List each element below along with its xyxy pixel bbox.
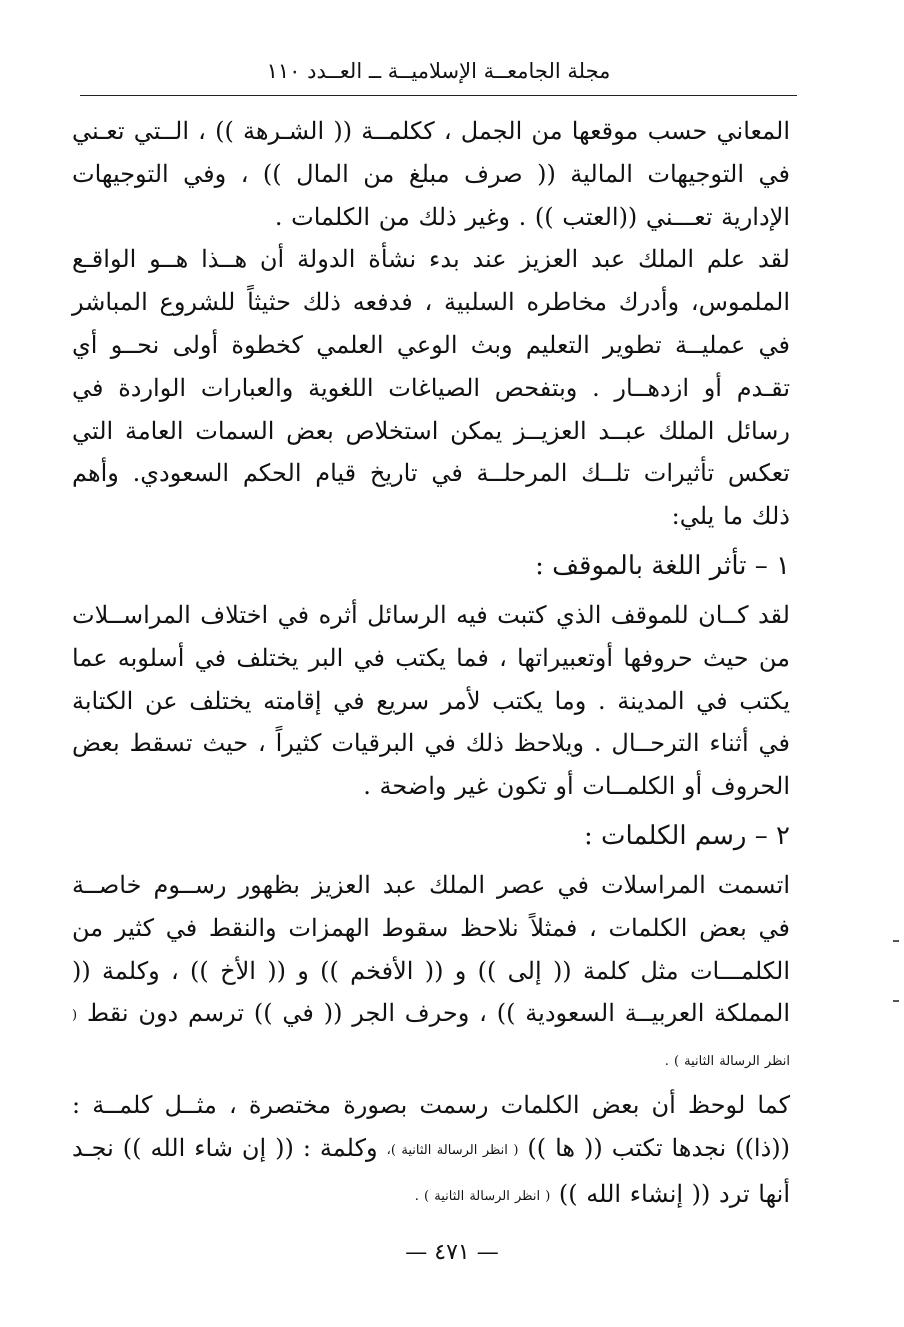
section-2-paragraph-2-part-1: كما لوحظ أن بعض الكلمات رسمت بصورة مختصرة ، مثــل كلمــة : ((ذا)) نجدها تكتب (( ها )) [72, 1090, 790, 1162]
section-2-paragraph-2 [72, 1084, 790, 1218]
reference-note: ( انظر الرسالة الثانية ) . [414, 1188, 551, 1204]
section-heading-2: ٢ – رسم الكلمات : [584, 820, 790, 851]
section-2-paragraph-1 [72, 864, 790, 1084]
reference-note: ( انظر الرسالة الثانية )، [386, 1142, 519, 1158]
header-rule [80, 95, 797, 96]
paragraph-intro: المعاني حسب موقعها من الجمل ، ككلمــة (( الشـرهة )) ، الــتي تعـني في التوجيهات المالية (( صرف مبلغ من المال )) ، وفي التوجيهات الإدارية تعـــني ((العتب )) . وغير ذلك من الكلمات . [72, 117, 790, 231]
paragraph-context: لقد علم الملك عبد العزيز عند بدء نشأة الدولة أن هــذا هــو الواقـع الملموس، وأدرك مخاطره السلبية ، فدفعه ذلك حثيثاً للشروع المباشر في عمليــة تطوير التعليم وبث الوعي العلمي كخطوة أولى نحــو أي تقـدم أو ازدهــار . وبتفحص الصياغات اللغوية والعبارات الواردة في رسائل الملك عبــد العزيــز يمكن استخلاص بعض السمات العامة التي تعكس تأثيرات تلــك المرحلــة في تاريخ قيام الحكم السعودي. وأهم ذلك ما يلي: [72, 245, 790, 531]
running-header [80, 50, 797, 96]
section-2-paragraph-1-text: اتسمت المراسلات في عصر الملك عبد العزيز بظهور رســوم خاصــة في بعض الكلمات ، فمثلاً نلاحظ سقوط الهمزات والنقط في كثير من الكلمـــات مثل كلمة (( إلى )) و (( الأفخم )) و (( الأخ )) ، وكلمة (( المملكة العربيــة السعودية )) ، وحرف الجر (( في )) ترسم دون نقط [72, 870, 790, 1028]
margin-mark [893, 1000, 899, 1002]
page-footer [0, 1238, 904, 1268]
page-body [72, 110, 790, 1218]
section-2-paragraph-2-part-2: وكلمة : (( إن شاء الله )) نجـد أنها ترد (( إنشاء الله )) [72, 1133, 790, 1208]
section-1-paragraph: لقد كــان للموقف الذي كتبت فيه الرسائل أثره في اختلاف المراســلات من حيث حروفها أوتعبيراتها ، فما يكتب في البر يختلف في أسلوبه عما يكتب في المدينة . وما يكتب لأمر سريع في إقامته يختلف عن الكتابة في أثناء الترحــال . ويلاحظ ذلك في البرقيات كثيراً ، حيث تسقط بعض الحروف أو الكلمــات أو تكون غير واضحة . [72, 600, 790, 801]
page-number: — ٤٧١ — [405, 1240, 499, 1265]
reference-note: ( انظر الرسالة الثانية ) . [72, 1008, 790, 1070]
running-title: مجلة الجامعــة الإسلاميــة ــ العــدد ١١٠ [266, 59, 611, 83]
section-heading-1: ١ – تأثر اللغة بالموقف : [535, 550, 790, 581]
margin-mark [893, 940, 899, 942]
